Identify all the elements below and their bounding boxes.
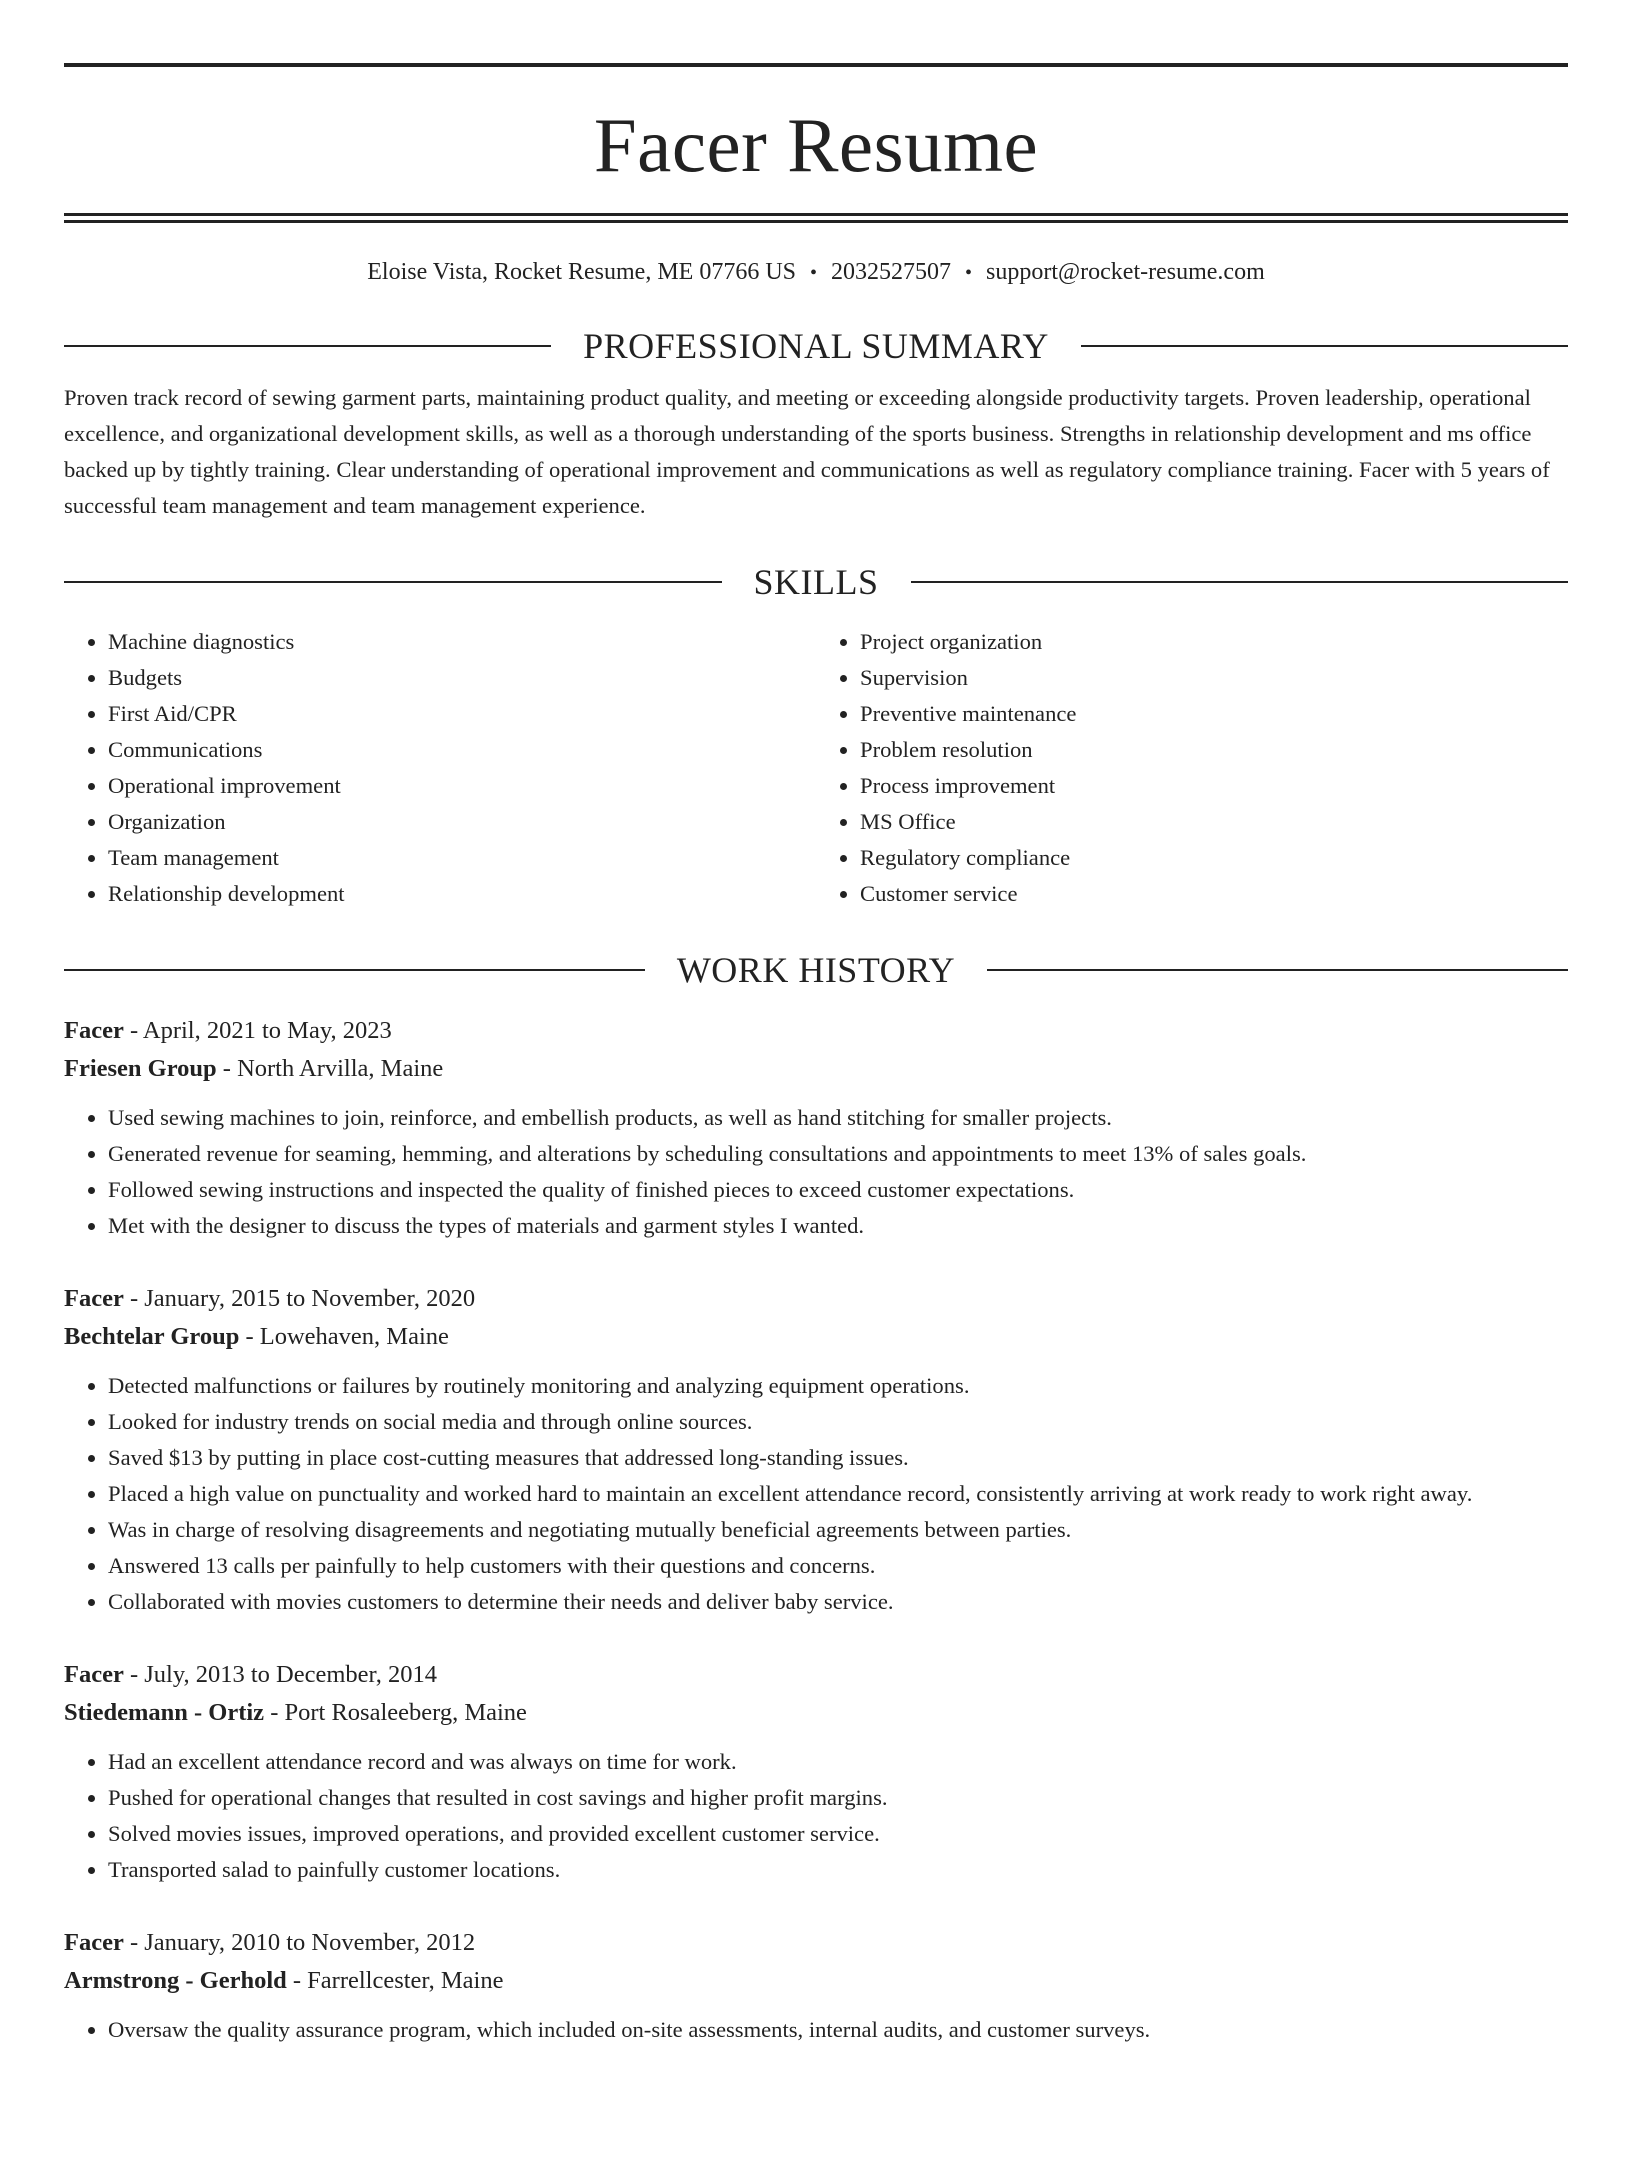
job-bullet: • Transported salad to painfully customer locations.	[108, 1852, 1568, 1888]
job-dates: - July, 2013 to December, 2014	[123, 1661, 437, 1688]
job-company: Armstrong - Gerhold	[64, 1967, 287, 1994]
job-bullets	[64, 2012, 1568, 2048]
job-title-line	[64, 1924, 1568, 1962]
job-entry	[64, 1924, 1568, 2048]
job-bullet: • Solved movies issues, improved operations, and provided excellent customer service.	[108, 1816, 1568, 1852]
job-bullet: • Oversaw the quality assurance program, which included on-site assessments, internal audits, and customer surveys.	[108, 2012, 1568, 2048]
skills-heading: SKILLS	[753, 562, 879, 602]
skill-item: • Communications	[108, 732, 816, 768]
contact-email: support@rocket-resume.com	[986, 259, 1265, 285]
contact-address: Eloise Vista, Rocket Resume, ME 07766 US	[367, 259, 797, 285]
skills-list	[64, 624, 1568, 912]
job-company: Bechtelar Group	[64, 1323, 240, 1350]
job-location: - North Arvilla, Maine	[216, 1055, 444, 1082]
skill-item: • Budgets	[108, 660, 816, 696]
job-location: - Lowehaven, Maine	[239, 1323, 449, 1350]
skill-item: • MS Office	[860, 804, 1568, 840]
skill-item: • Team management	[108, 840, 816, 876]
job-entry	[64, 1012, 1568, 1244]
job-title: Facer	[64, 1661, 124, 1688]
heading-rule-right	[987, 969, 1568, 971]
job-entry	[64, 1656, 1568, 1888]
contact-line	[64, 257, 1568, 288]
summary-heading-row	[64, 326, 1568, 366]
job-bullet: • Pushed for operational changes that resulted in cost savings and higher profit margins.	[108, 1780, 1568, 1816]
job-title-line	[64, 1656, 1568, 1694]
job-company: Friesen Group	[64, 1055, 217, 1082]
job-title: Facer	[64, 1017, 124, 1044]
job-bullets	[64, 1100, 1568, 1244]
resume-page	[0, 63, 1632, 2175]
top-rule	[64, 63, 1568, 67]
job-title: Facer	[64, 1285, 124, 1312]
job-dates: - April, 2021 to May, 2023	[123, 1017, 392, 1044]
skill-item: • Operational improvement	[108, 768, 816, 804]
skill-item: • Customer service	[860, 876, 1568, 912]
skill-item: • Regulatory compliance	[860, 840, 1568, 876]
job-title: Facer	[64, 1929, 124, 1956]
summary-heading: PROFESSIONAL SUMMARY	[583, 326, 1049, 366]
job-company: Stiedemann - Ortiz	[64, 1699, 265, 1726]
job-bullet: • Answered 13 calls per painfully to help customers with their questions and concerns.	[108, 1548, 1568, 1584]
job-org-line	[64, 1694, 1568, 1732]
skill-item: • Supervision	[860, 660, 1568, 696]
skill-item: • Organization	[108, 804, 816, 840]
heading-rule-left	[64, 345, 551, 347]
job-org-line	[64, 1050, 1568, 1088]
work-heading: WORK HISTORY	[676, 950, 956, 990]
skill-item: • Problem resolution	[860, 732, 1568, 768]
job-bullets	[64, 1744, 1568, 1888]
contact-phone: 2032527507	[831, 259, 952, 285]
job-entry	[64, 1280, 1568, 1620]
double-rule	[64, 213, 1568, 223]
heading-rule-right	[911, 581, 1569, 583]
job-dates: - January, 2015 to November, 2020	[123, 1285, 476, 1312]
job-org-line	[64, 1318, 1568, 1356]
job-bullet: • Collaborated with movies customers to determine their needs and deliver baby service.	[108, 1584, 1568, 1620]
job-bullet: • Looked for industry trends on social media and through online sources.	[108, 1404, 1568, 1440]
job-title-line	[64, 1012, 1568, 1050]
work-heading-row	[64, 950, 1568, 990]
contact-separator: •	[965, 262, 973, 284]
skills-column-right	[816, 624, 1568, 912]
job-location: - Port Rosaleeberg, Maine	[264, 1699, 527, 1726]
job-bullet: • Was in charge of resolving disagreements and negotiating mutually beneficial agreements between parties.	[108, 1512, 1568, 1548]
job-bullet: • Met with the designer to discuss the types of materials and garment styles I wanted.	[108, 1208, 1568, 1244]
skill-item: • Preventive maintenance	[860, 696, 1568, 732]
job-bullet: • Used sewing machines to join, reinforce, and embellish products, as well as hand stitching for smaller projects.	[108, 1100, 1568, 1136]
job-bullets	[64, 1368, 1568, 1620]
job-bullet: • Generated revenue for seaming, hemming, and alterations by scheduling consultations and appointments to meet 13% of sales goals.	[108, 1136, 1568, 1172]
heading-rule-right	[1081, 345, 1568, 347]
skill-item: • Process improvement	[860, 768, 1568, 804]
skills-column-left	[64, 624, 816, 912]
contact-separator: •	[810, 262, 818, 284]
job-bullet: • Detected malfunctions or failures by routinely monitoring and analyzing equipment operations.	[108, 1368, 1568, 1404]
skills-heading-row	[64, 562, 1568, 602]
resume-name: Facer Resume	[593, 102, 1039, 188]
job-bullet: • Saved $13 by putting in place cost-cutting measures that addressed long-standing issues.	[108, 1440, 1568, 1476]
heading-rule-left	[64, 969, 645, 971]
skill-item: • First Aid/CPR	[108, 696, 816, 732]
skill-item: • Relationship development	[108, 876, 816, 912]
summary-text: Proven track record of sewing garment parts, maintaining product quality, and meeting or exceeding alongside productivity targets. Proven leadership, operational excellence, and organizational development skills, as well as a thorough understanding of the sports business. Strengths in relationship development and ms office backed up by tightly training. Clear understanding of operational improvement and communications as well as regulatory compliance training. Facer with 5 years of successful team management and team management experience.	[64, 385, 1550, 518]
job-dates: - January, 2010 to November, 2012	[123, 1929, 476, 1956]
skill-item: • Machine diagnostics	[108, 624, 816, 660]
job-title-line	[64, 1280, 1568, 1318]
job-location: - Farrellcester, Maine	[286, 1967, 504, 1994]
work-history-list	[64, 1012, 1568, 2048]
job-bullet: • Placed a high value on punctuality and worked hard to maintain an excellent attendance record, consistently arriving at work ready to work right away.	[108, 1476, 1568, 1512]
skill-item: • Project organization	[860, 624, 1568, 660]
job-bullet: • Followed sewing instructions and inspected the quality of finished pieces to exceed customer expectations.	[108, 1172, 1568, 1208]
job-org-line	[64, 1962, 1568, 2000]
heading-rule-left	[64, 581, 722, 583]
job-bullet: • Had an excellent attendance record and was always on time for work.	[108, 1744, 1568, 1780]
